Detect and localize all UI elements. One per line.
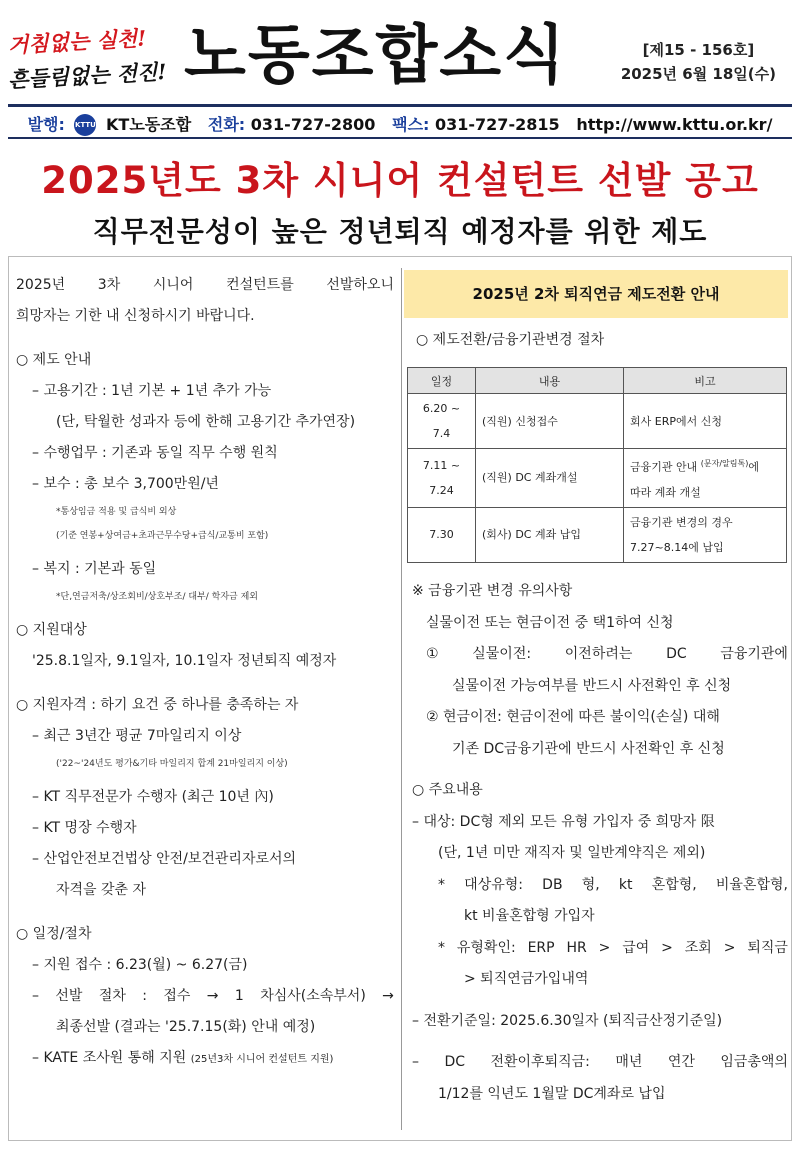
section-main-content: ○ 주요내용 <box>412 782 483 798</box>
intro-word: 3차 <box>97 277 121 293</box>
date-end: 7.4 <box>432 427 451 440</box>
contact-rule <box>8 137 792 139</box>
kttu-logo-icon: KTTU <box>74 114 96 136</box>
section-eligible-target: ○ 지원대상 <box>16 622 87 638</box>
notice-item-2: ② 현금이전: 현금이전에 따른 불이익(손실) 대해 <box>426 709 720 725</box>
table-cell-content: (직원) DC 계좌개설 <box>476 449 624 508</box>
qualification-mileage: – 최근 3년간 평균 7마일리지 이상 <box>32 728 242 744</box>
pension-box-title: 2025년 2차 퇴직연금 제도전환 안내 <box>404 270 788 318</box>
main-type-check <box>412 933 788 965</box>
left-column <box>16 270 394 1075</box>
slogan-text: 거침없는 <box>7 28 90 58</box>
type-word: kt <box>618 876 633 893</box>
table-header: 비고 <box>624 368 787 394</box>
employment-note: (단, 탁월한 성과자 등에 한해 고용기간 추가연장) <box>56 414 356 430</box>
qualification-mileage-note: ('22~'24년도 평가&기타 마일리지 합계 21마일리지 이상) <box>56 759 288 769</box>
issue-date: 2025년 6월 18일(수) <box>620 65 776 83</box>
fax-label: 팩스: <box>392 115 430 134</box>
type-word: 혼합형, <box>651 876 697 893</box>
date-start: 7.11 ~ <box>422 458 461 472</box>
website-link[interactable]: http://www.kttu.or.kr/ <box>576 115 773 134</box>
check-word: 조회 <box>684 939 712 956</box>
fax-number: 031-727-2815 <box>435 115 560 134</box>
schedule-application: – 지원 접수 : 6.23(월) ~ 6.27(금) <box>32 957 248 973</box>
check-word: ERP <box>527 939 555 956</box>
notice-word: ① <box>426 646 439 662</box>
salary-note-1: *통상임금 적용 및 급식비 외상 <box>56 507 177 517</box>
check-word: 유형확인: <box>456 939 516 956</box>
kate-text: – KATE 조사원 통해 지원 <box>32 1050 187 1066</box>
table-header-row <box>408 368 787 394</box>
qualification-master: – KT 명장 수행자 <box>32 820 137 836</box>
dc-word: – <box>412 1054 419 1070</box>
schedule-kate <box>16 1043 394 1075</box>
selection-word: 차심사(소속부서) <box>260 988 366 1004</box>
table-header: 내용 <box>476 368 624 394</box>
dc-word: 매년 <box>615 1054 643 1070</box>
note-text-2: 따라 계좌 개설 <box>630 485 701 499</box>
slogan-text: 전진! <box>116 58 168 87</box>
headline-title: 2025년도 3차 시니어 컨설턴트 선발 공고 <box>41 159 759 202</box>
section-transfer-procedure: ○ 제도전환/금융기관변경 절차 <box>416 332 605 348</box>
qualification-safety-2: 자격을 갖춘 자 <box>56 882 147 898</box>
schedule-table <box>407 367 787 563</box>
check-word: * <box>438 939 445 956</box>
selection-word: 1 <box>234 988 244 1004</box>
slogan-text: 실천! <box>95 25 147 53</box>
schedule-selection <box>16 981 394 1012</box>
table-row <box>408 449 787 508</box>
notice-item-2b: 기존 DC금융기관에 반드시 사전확인 후 신청 <box>452 740 725 757</box>
type-word: 대상유형: <box>464 876 523 893</box>
dc-word: 임금총액의 <box>720 1054 788 1070</box>
table-cell-content: (직원) 신청접수 <box>476 394 624 449</box>
intro-word: 컨설턴트를 <box>226 277 294 293</box>
table-cell-date <box>408 394 476 449</box>
main-target-exception: (단, 1년 미만 재직자 및 일반계약직은 제외) <box>438 845 706 861</box>
notice-title: ※ 금융기관 변경 유의사항 <box>412 583 573 599</box>
intro-word: 시니어 <box>152 277 194 293</box>
table-row <box>408 394 787 449</box>
slogan-line-2 <box>7 56 167 94</box>
intro-line-1 <box>16 270 394 301</box>
main-target-types <box>412 870 788 902</box>
dc-word: 전환이후퇴직금: <box>490 1054 590 1070</box>
intro-word: 선발하오니 <box>326 277 394 293</box>
main-target: – 대상: DC형 제외 모든 유형 가입자 중 희망자 限 <box>412 813 715 830</box>
issue-info <box>621 38 776 86</box>
table-cell-date <box>408 449 476 508</box>
main-dc-payment <box>412 1047 788 1079</box>
section-system-guide: ○ 제도 안내 <box>16 352 92 368</box>
notice-word: 실물이전: <box>472 646 532 662</box>
table-cell-note <box>624 449 787 508</box>
duties: – 수행업무 : 기존과 동일 직무 수행 원칙 <box>32 445 278 461</box>
kate-note: (25년3차 시니어 컨설턴트 지원) <box>190 1054 334 1065</box>
dc-word: DC <box>444 1054 466 1070</box>
phone-label: 전화: <box>207 115 246 134</box>
slogan-line-1 <box>7 22 147 59</box>
eligible-target-text: '25.8.1일자, 9.1일자, 10.1일자 정년퇴직 예정자 <box>32 653 337 669</box>
notice-word: DC <box>666 646 687 662</box>
header-rule <box>8 104 792 107</box>
intro-word: 2025년 <box>16 277 66 293</box>
salary: – 보수 : 총 보수 3,700만원/년 <box>32 476 219 492</box>
intro-line-2: 희망자는 기한 내 신청하시기 바랍니다. <box>16 308 255 324</box>
date-start: 6.20 ~ <box>422 402 461 415</box>
main-dc-payment-2: 1/12를 익년도 1월말 DC계좌로 납입 <box>438 1085 666 1102</box>
right-text-block <box>412 576 788 1110</box>
selection-word: – <box>32 988 39 1004</box>
main-type-check-2: > 퇴직연금가입내역 <box>464 971 589 987</box>
table-row <box>408 507 787 562</box>
selection-word: → <box>206 988 219 1004</box>
table-cell-content: (회사) DC 계좌 납입 <box>476 507 624 562</box>
notice-item-1 <box>412 639 788 671</box>
contact-bar <box>0 112 800 138</box>
column-divider <box>401 268 402 1130</box>
table-cell-note <box>624 507 787 562</box>
masthead-title: 노동조합소식 <box>184 19 567 93</box>
note-text-2: 7.27~8.14에 납입 <box>630 540 724 554</box>
qualification-expert: – KT 직무전문가 수행자 (최근 10년 內) <box>32 789 274 805</box>
date-end: 7.24 <box>429 483 454 497</box>
notice-word: 이전하려는 <box>564 646 633 662</box>
table-cell-note: 회사 ERP에서 신청 <box>624 394 787 449</box>
selection-word: : <box>142 988 147 1004</box>
slogan-text: 흔들림없는 <box>7 61 111 93</box>
type-word: 형, <box>581 876 600 893</box>
check-word: HR <box>566 939 587 956</box>
notice-item-1b: 실물이전 가능여부를 반드시 사전확인 후 신청 <box>452 677 732 694</box>
notice-word: 금융기관에 <box>720 646 788 662</box>
check-word: > <box>598 939 611 956</box>
table-cell-date: 7.30 <box>408 507 476 562</box>
salary-note-2: (기준 연봉+상여금+초과근무수당+급식/교통비 포함) <box>56 531 269 541</box>
notice-line: 실물이전 또는 현금이전 중 택1하여 신청 <box>426 614 674 631</box>
main-target-types-2: kt 비율혼합형 가입자 <box>464 908 595 924</box>
selection-word: 선발 <box>55 988 83 1004</box>
type-word: 비율혼합형, <box>715 876 788 893</box>
schedule-selection-2: 최종선발 (결과는 '25.7.15(화) 안내 예정) <box>56 1019 316 1035</box>
phone-number: 031-727-2800 <box>250 115 376 134</box>
publisher-name: KT노동조합 <box>106 115 192 134</box>
dc-word: 연간 <box>667 1054 695 1070</box>
selection-word: 절차 <box>98 988 126 1004</box>
section-qualification: ○ 지원자격 : 하기 요건 중 하나를 충족하는 자 <box>16 697 299 713</box>
check-word: > <box>661 939 673 956</box>
section-schedule: ○ 일정/절차 <box>16 926 92 942</box>
employment-period: – 고용기간 : 1년 기본 + 1년 추가 가능 <box>32 383 272 399</box>
headline-subtitle: 직무전문성이 높은 정년퇴직 예정자를 위한 제도 <box>92 215 708 248</box>
table-header: 일정 <box>408 368 476 394</box>
selection-word: 접수 <box>163 988 191 1004</box>
note-sup: (문자/알림톡) <box>700 459 749 468</box>
welfare-note: *단,연금저축/상조회비/상호부조/ 대부/ 학자금 제외 <box>56 592 258 602</box>
publisher-label: 발행: <box>27 115 65 134</box>
welfare: – 복지 : 기본과 동일 <box>32 561 157 577</box>
qualification-safety: – 산업안전보건법상 안전/보건관리자로서의 <box>32 851 297 867</box>
main-base-date: – 전환기준일: 2025.6.30일자 (퇴직금산정기준일) <box>412 1012 723 1029</box>
note-text: 금융기관 안내 <box>630 460 701 474</box>
check-word: > <box>723 939 736 956</box>
note-tail: 에 <box>748 460 759 474</box>
type-word: * <box>438 876 445 893</box>
check-word: 퇴직금 <box>747 939 788 956</box>
selection-word: → <box>382 988 394 1004</box>
type-word: DB <box>542 876 563 893</box>
issue-number: [제15 - 156호] <box>642 41 755 59</box>
note-text: 금융기관 변경의 경우 <box>630 515 733 529</box>
check-word: 급여 <box>622 939 650 956</box>
